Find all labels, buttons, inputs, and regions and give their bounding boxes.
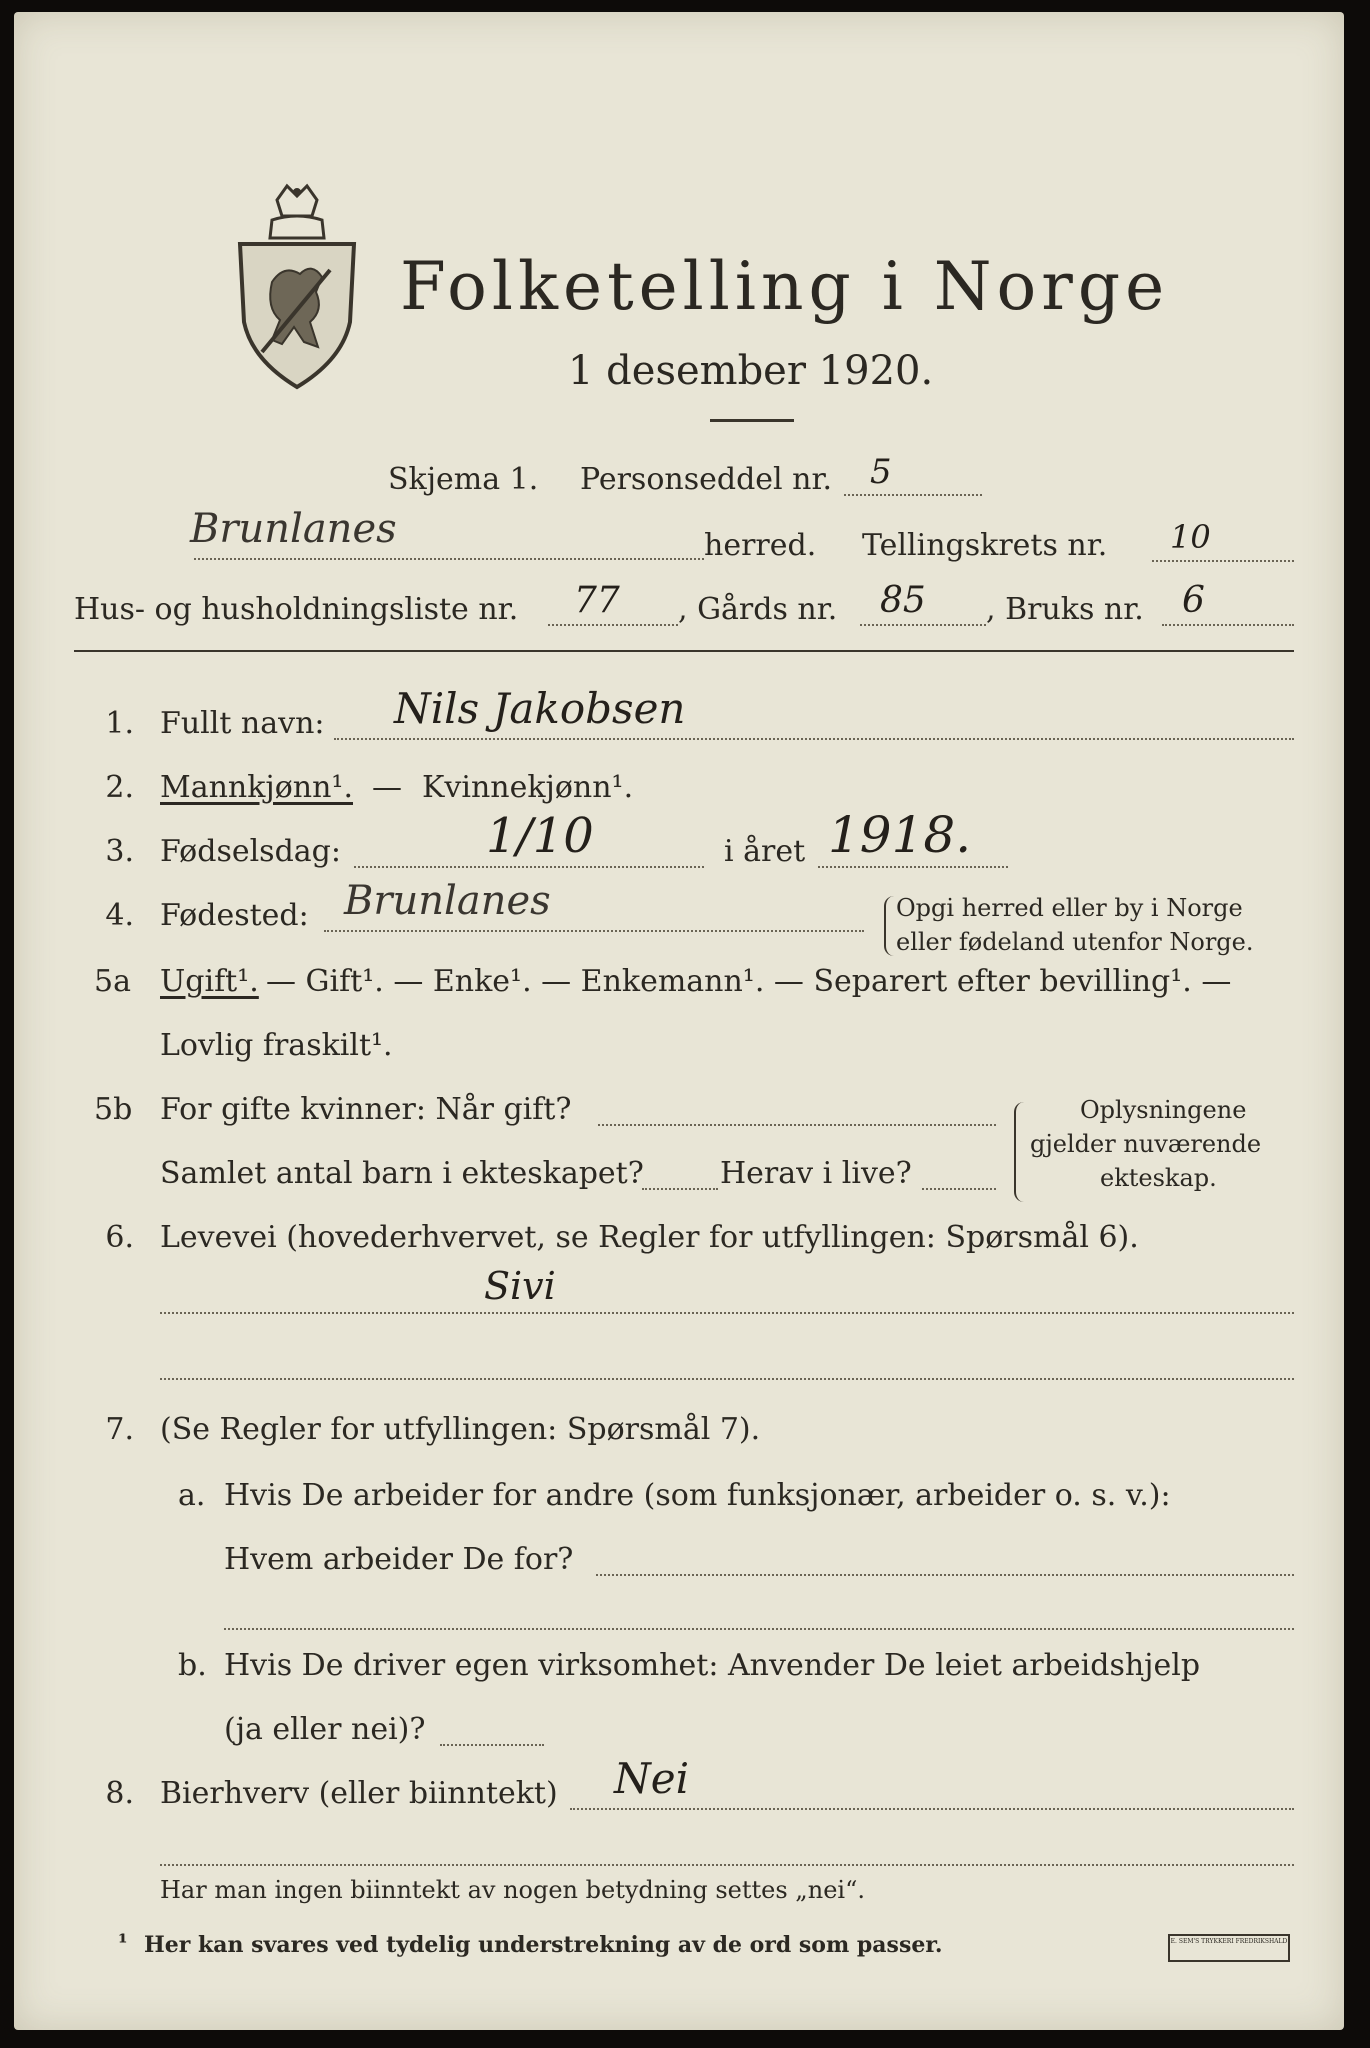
q3-number: 3. [105,834,134,869]
coat-of-arms-icon [232,182,362,392]
marriage-note-1: Oplysningene [1080,1096,1247,1124]
q2-number: 2. [105,770,134,805]
gards-label: , Gårds nr. [678,592,838,627]
q7-number: 7. [105,1412,134,1447]
herred-value: Brunlanes [190,506,397,552]
employer-field[interactable] [596,1574,1294,1576]
gender-separator: — [372,770,402,805]
q7-label: (Se Regler for utfyllingen: Spørsmål 7). [160,1412,761,1447]
marriage-note-3: ekteskap. [1100,1164,1217,1192]
birthdate-value: 1/10 [486,808,594,864]
occupation-value: Sivi [484,1264,556,1308]
side-income-value: Nei [614,1754,690,1803]
tellingskrets-label: Tellingskrets nr. [862,528,1108,563]
q7a-letter: a. [178,1478,206,1513]
q7a-text: Hvis De arbeider for andre (som funksjonær, arbeider o. s. v.): [224,1478,1171,1513]
side-income-field[interactable] [570,1808,1294,1810]
gards-value: 85 [880,580,926,621]
side-income-label: Bierhverv (eller biinntekt) [160,1776,558,1811]
q4-number: 4. [105,898,134,933]
birthyear-field[interactable] [818,866,1008,868]
tellingskrets-value: 10 [1170,518,1211,556]
census-date: 1 desember 1920. [568,348,934,394]
q1-number: 1. [105,706,134,741]
husliste-field[interactable] [548,624,678,626]
q5a-number: 5a [94,964,131,999]
marriage-note-brace [1014,1102,1028,1202]
husliste-label: Hus- og husholdningsliste nr. [74,592,519,627]
bruks-label: , Bruks nr. [986,592,1144,627]
birthplace-value: Brunlanes [344,878,551,924]
occupation-label: Levevei (hovederhvervet, se Regler for utfyllingen: Spørsmål 6). [160,1220,1139,1255]
children-alive-field[interactable] [922,1188,996,1190]
gards-field[interactable] [860,624,986,626]
q7b-text: Hvis De driver egen virksomhet: Anvender De leiet arbeidshjelp [224,1648,1201,1683]
herred-label: herred. [704,528,817,563]
footer-note: Har man ingen biinntekt av nogen betydning settes „nei“. [160,1876,865,1904]
birthplace-note-2: eller fødeland utenfor Norge. [896,928,1254,956]
employer-field-2[interactable] [224,1628,1294,1630]
full-name-value: Nils Jakobsen [394,684,686,733]
q3-label: Fødselsdag: [160,834,341,869]
personseddel-value: 5 [870,452,892,492]
children-total-label: Samlet antal barn i ekteskapet? [160,1156,644,1191]
printer-stamp: E. SEM'S TRYKKERI FREDRIKSHALD [1168,1934,1290,1962]
children-alive-label: Herav i live? [720,1156,912,1191]
birthdate-field[interactable] [354,866,704,868]
form-title: Folketelling i Norge [400,248,1170,325]
married-when-field[interactable] [598,1124,996,1126]
herred-field[interactable] [194,558,704,560]
marriage-note-2: gjelder nuværende [1030,1130,1262,1158]
title-divider [710,419,794,422]
birthplace-note-1: Opgi herred eller by i Norge [896,894,1243,922]
personseddel-label: Personseddel nr. [580,462,833,497]
marital-ugift-option[interactable]: Ugift¹. [160,964,259,999]
marital-other-options[interactable]: — Gift¹. — Enke¹. — Enkemann¹. — Separert efter bevilling¹. — [266,964,1232,999]
personseddel-field[interactable] [844,494,982,496]
bruks-field[interactable] [1162,624,1294,626]
hired-help-label: (ja eller nei)? [224,1712,426,1747]
occupation-field-2[interactable] [160,1378,1294,1380]
q4-label: Fødested: [160,898,309,933]
birthyear-value: 1918. [828,806,972,864]
bruks-value: 6 [1182,580,1205,621]
year-label: i året [724,834,806,869]
gender-male-option[interactable]: Mannkjønn¹. [160,770,353,805]
marital-divorced-option[interactable]: Lovlig fraskilt¹. [160,1028,393,1063]
gender-female-option[interactable]: Kvinnekjønn¹. [422,770,634,805]
footnote-text: Her kan svares ved tydelig understrekning av de ord som passer. [144,1932,943,1958]
employer-label: Hvem arbeider De for? [224,1542,574,1577]
side-income-field-2[interactable] [160,1864,1294,1866]
q5b-number: 5b [94,1092,133,1127]
census-form [14,12,1344,2030]
q6-number: 6. [105,1220,134,1255]
header-rule [74,650,1294,652]
full-name-field[interactable] [334,738,1294,740]
husliste-value: 77 [574,580,620,621]
q1-label: Fullt navn: [160,706,325,741]
married-when-label: For gifte kvinner: Når gift? [160,1092,572,1127]
birthplace-field[interactable] [324,930,864,932]
q8-number: 8. [105,1776,134,1811]
occupation-field[interactable] [160,1312,1294,1314]
skjema-label: Skjema 1. [388,462,539,497]
hired-help-field[interactable] [440,1744,544,1746]
q7b-letter: b. [178,1648,207,1683]
tellingskrets-field[interactable] [1152,560,1294,562]
footnote-mark: ¹ [118,1930,128,1956]
children-total-field[interactable] [642,1188,718,1190]
